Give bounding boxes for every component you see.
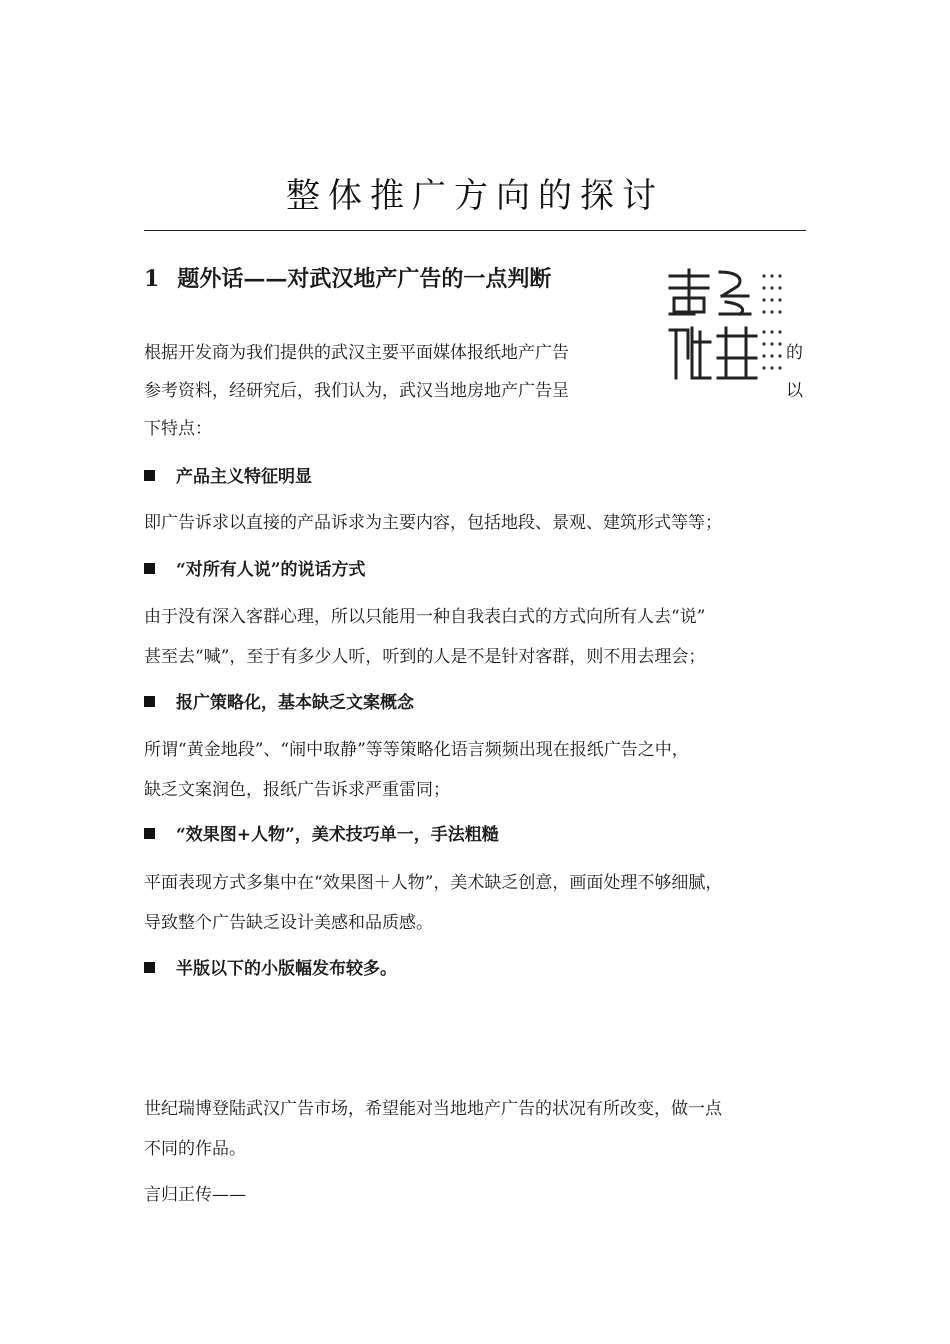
section-heading: [144, 262, 551, 293]
bullet-square-icon: [144, 696, 155, 707]
closing-line-1: 世纪瑞博登陆武汉广告市场，希望能对当地地产广告的状况有所改变，做一点: [144, 1099, 722, 1119]
point-heading-text: 产品主义特征明显: [176, 467, 312, 487]
point-body-line: 所谓“黄金地段”、“闹中取静”等等策略化语言频频出现在报纸广告之中，: [144, 740, 689, 760]
closing-line-3: 言归正传——: [144, 1185, 246, 1205]
point-body-line: 即广告诉求以直接的产品诉求为主要内容，包括地段、景观、建筑形式等等；: [144, 513, 722, 533]
point-heading-4: [144, 823, 499, 847]
bullet-square-icon: [144, 962, 155, 973]
point-body-line: 导致整个广告缺乏设计美感和品质感。: [144, 913, 433, 933]
intro-line-2-tail: 以: [786, 381, 803, 401]
section-number: 1: [144, 266, 160, 292]
bullet-square-icon: [144, 828, 155, 839]
point-heading-5: [144, 957, 397, 981]
intro-line-1-tail: 的: [786, 343, 803, 363]
closing-line-2: 不同的作品。: [144, 1139, 246, 1159]
point-body-line: 平面表现方式多集中在“效果图＋人物”，美术缺乏创意，画面处理不够细腻，: [144, 873, 723, 893]
point-heading-2: [144, 558, 366, 582]
intro-line-1: 根据开发商为我们提供的武汉主要平面媒体报纸地产广告: [144, 343, 569, 363]
point-body-line: 甚至去“喊”，至于有多少人听，听到的人是不是针对客群，则不用去理会；: [144, 647, 706, 667]
point-body-line: 缺乏文案润色，报纸广告诉求严重雷同；: [144, 780, 450, 800]
title-divider: [144, 230, 806, 231]
point-heading-3: [144, 691, 414, 715]
page-title: 整体推广方向的探讨: [286, 176, 664, 216]
point-heading-1: [144, 465, 312, 489]
point-heading-text: 报广策略化，基本缺乏文案概念: [176, 693, 414, 713]
intro-line-2: 参考资料，经研究后，我们认为，武汉当地房地产广告呈: [144, 381, 569, 401]
point-body-line: 由于没有深入客群心理，所以只能用一种自我表白式的方式向所有人去“说”: [144, 607, 706, 627]
bullet-square-icon: [144, 563, 155, 574]
point-heading-text: “对所有人说”的说话方式: [176, 560, 366, 580]
intro-line-3: 下特点：: [144, 419, 212, 439]
bullet-square-icon: [144, 470, 155, 481]
point-heading-text: 半版以下的小版幅发布较多。: [176, 959, 397, 979]
section-heading-text: 题外话——对武汉地产广告的一点判断: [177, 266, 552, 292]
company-logo: [664, 268, 784, 384]
point-heading-text: “效果图+人物”，美术技巧单一，手法粗糙: [176, 825, 499, 845]
